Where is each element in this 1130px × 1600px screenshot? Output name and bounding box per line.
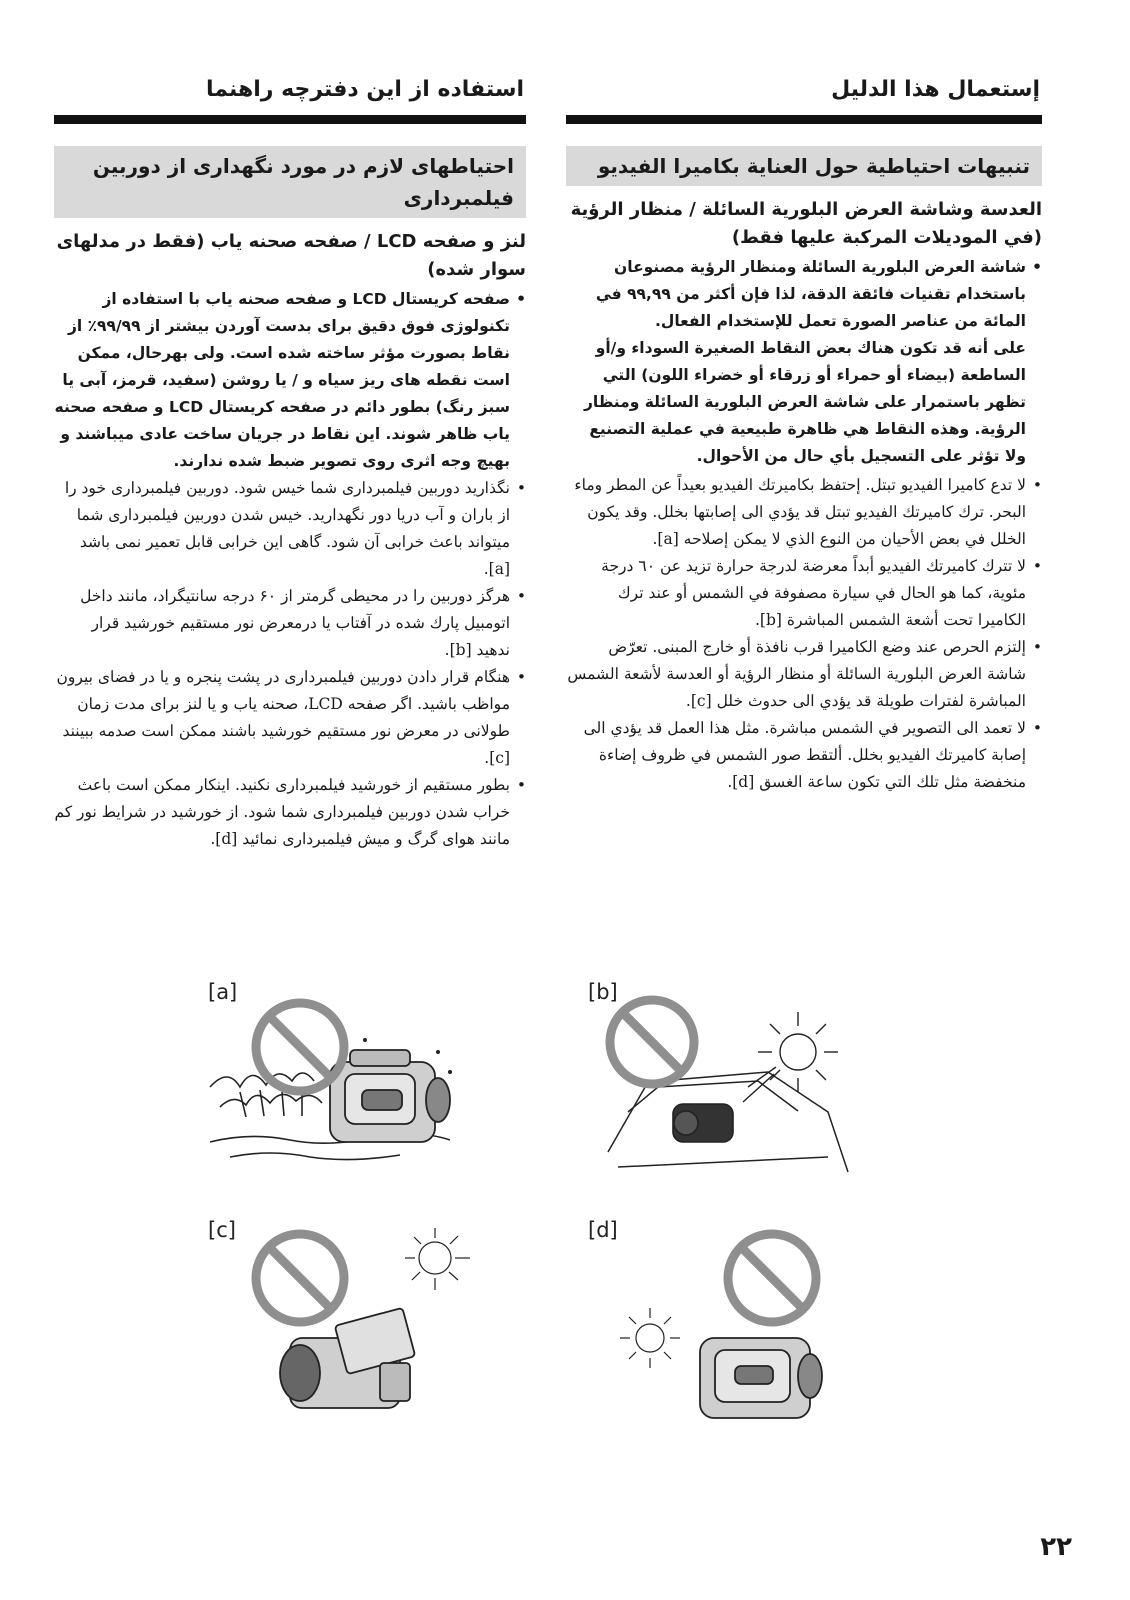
camcorder-icon (330, 1050, 450, 1142)
illustration-lcd-sun (230, 1228, 500, 1438)
illustration-filming-sun (600, 1228, 870, 1438)
list-item: • لا تدع كاميرا الفيديو تبتل. إحتفظ بكاميرتك الفيديو بعيداً عن المطر وماء البحر. ترك كاميرتك الفيديو تبتل قد يؤدي الى إصابتها بخلل. وقد يكون الخلل في بعض الأحيان من النوع الذي لا يمكن إصلاحه [a]. (566, 472, 1042, 553)
list-item: • هرگز دوربین را در محیطی گرمتر از ۶۰ درجه سانتیگراد، مانند داخل اتومبیل پارك شده در آفتاب یا درمعرض نور مستقیم خورشید قرار ندهید [b]. (54, 583, 526, 664)
prohibition-icon (256, 1003, 344, 1091)
persian-column (54, 70, 526, 853)
paragraph-arabic: على أنه قد تكون هناك بعض النقاط الصغيرة السوداء و/أو الساطعة (بيضاء أو حمراء أو زرقاء أو خضراء اللون) التي تظهر باستمرار على شاشة العرض البلورية السائلة ومنظار الرؤية. وهذه النقاط هي ظاهرة طبيعية في عملية التصنيع ولا تؤثر على التسجيل بأي حال من الأحوال. (583, 339, 1026, 465)
list-item: • بطور مستقیم از خورشید فیلمبرداری نکنید. اینکار ممکن است باعث خراب شدن دوربین فیلمبرداری شما شود. از خورشید در شرایط نور کم مانند هوای گرگ و میش فیلمبرداری نمائید [d]. (54, 772, 526, 853)
list-item: • لا تترك كاميرتك الفيديو أبداً معرضة لدرجة حرارة تزيد عن ٦٠ درجة مئوية، كما هو الحال في سيارة مصفوفة في الشمس أو عند ترك الكاميرا تحت أشعة الشمس المباشرة [b]. (566, 553, 1042, 634)
sun-icon (743, 1012, 838, 1102)
list-item: • صفحه کریستال LCD و صفحه صحنه یاب با استفاده از تکنولوژی فوق دقیق برای بدست آوردن بیشتر از ۹۹/۹۹٪ از نقاط بصورت مؤثر ساخته شده است. ولی بهرحال، ممکن است نقطه های ریز سیاه و / یا روشن (سفید، قرمز، آبی یا سبز رنگ) بطور دائم در صفحه کریستال LCD و صفحه صحنه یاب ظاهر شوند. این نقاط در جریان ساخت عادی میباشند و بهیچ وجه اثری روی تصویر ضبط شده ندارند. (54, 286, 526, 475)
section-title-persian: احتیاطهای لازم در مورد نگهداری از دوربین فیلمبرداری (54, 146, 526, 218)
page-header-persian: استفاده از این دفترچه راهنما (206, 77, 524, 102)
illustration-rain (200, 992, 470, 1202)
list-item: • شاشة العرض البلورية السائلة ومنظار الرؤية مصنوعان باستخدام تقنيات فائقة الدقة، لذا فإن أكثر من ٩٩,٩٩ في المائة من عناصر الصورة تعمل للإستخدام الفعال. (566, 254, 1042, 335)
bullet-list-arabic (566, 254, 1042, 335)
header-rule (54, 115, 526, 124)
subheading-persian: لنز و صفحه LCD / صفحه صحنه یاب (فقط در مدلهای سوار شده) (56, 231, 526, 280)
header-rule (566, 115, 1042, 124)
page-number: ۲۲ (1040, 1532, 1072, 1562)
subheading-arabic: العدسة وشاشة العرض البلورية السائلة / منظار الرؤية (في الموديلات المركبة عليها فقط) (570, 199, 1042, 248)
figure-label-a: [a] (208, 980, 238, 1004)
illustration-car-sun (598, 992, 868, 1202)
list-item: • لا تعمد الى التصوير في الشمس مباشرة. مثل هذا العمل قد يؤدي الى إصابة كاميرتك الفيديو بخلل. ألتقط صور الشمس في ظروف إضاءة منخفضة مثل تلك التي تكون ساعة الغسق [d]. (566, 715, 1042, 796)
figure-label-d: [d] (588, 1218, 618, 1242)
section-title-arabic: تنبيهات احتياطية حول العناية بكاميرا الفيديو (566, 146, 1042, 186)
sun-icon (620, 1308, 680, 1368)
list-item: • إلتزم الحرص عند وضع الكاميرا قرب نافذة أو خارج المبنى. تعرّض شاشة العرض البلورية السائلة أو منظار الرؤية أو العدسة لأشعة الشمس المباشرة لفترات طويلة قد يؤدي الى حدوث خلل [c]. (566, 634, 1042, 715)
list-item: • نگذارید دوربین فیلمبرداری شما خیس شود. دوربین فیلمبرداری خود را از باران و آب دریا دور نگهدارید. خیس شدن دوربین فیلمبرداری شما میتواند باعث خرابی آن شود. گاهی این خرابی قابل تعمیر نمی باشد [a]. (54, 475, 526, 583)
bullet-list-persian (54, 286, 526, 853)
sun-icon (405, 1228, 470, 1290)
figure-label-c: [c] (208, 1218, 236, 1242)
arabic-column (566, 70, 1042, 796)
prohibition-icon (728, 1234, 816, 1322)
figure-label-b: [b] (588, 980, 618, 1004)
prohibition-icon (256, 1234, 344, 1322)
list-item: • هنگام قرار دادن دوربین فیلمبرداری در پشت پنجره و یا در فضای بیرون مواظب باشید. اگر صفحه LCD، صحنه یاب و یا لنز برای مدت زمان طولانی در معرض نور مستقیم خورشید باشند ممکن است صدمه ببینند [c]. (54, 664, 526, 772)
page-header-arabic: إستعمال هذا الدليل (831, 77, 1040, 102)
camcorder-icon (700, 1338, 822, 1418)
bullet-list-arabic-2 (566, 472, 1042, 796)
prohibition-icon (610, 1000, 694, 1084)
camcorder-icon (673, 1104, 733, 1142)
